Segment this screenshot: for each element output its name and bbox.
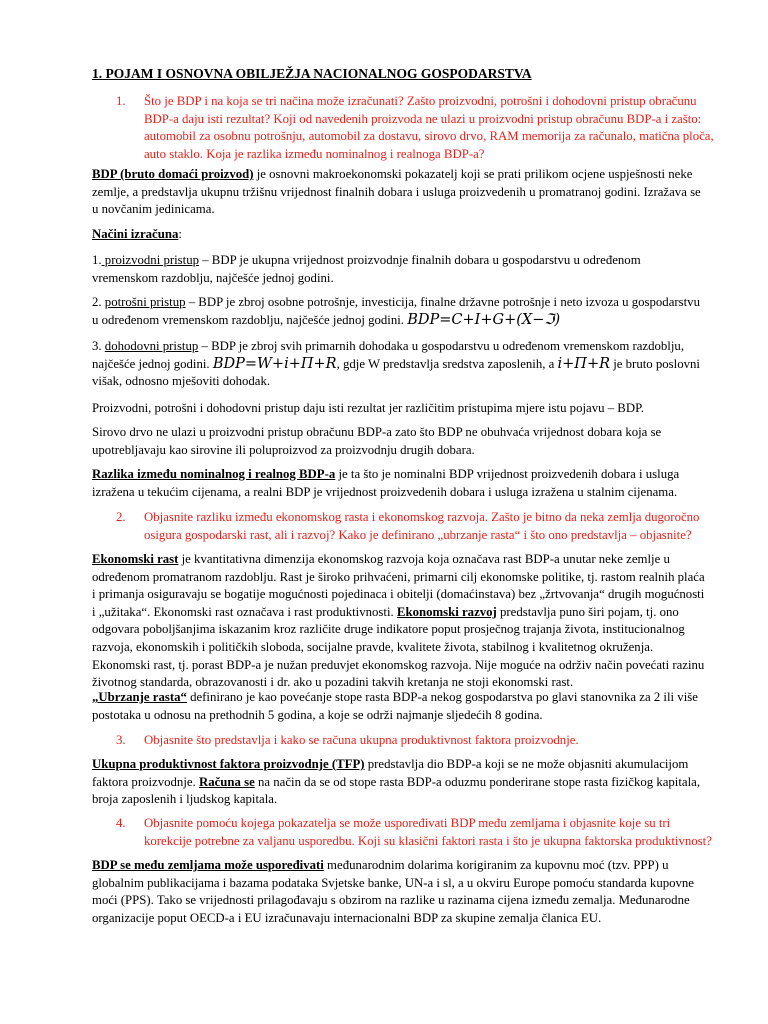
- term-economic-growth: Ekonomski rast: [92, 552, 179, 566]
- question-text: Što je BDP i na koja se tri načina može izračunati? Zašto proizvodni, potrošni i dohodovni pristup obračunu BDP-a daju isti rezultat? Koji od navedenih proizvoda ne ulazi u proizvodni pristup obračunu BDP-a i zašto: automobil za osobnu potrošnju, automobil za dostavu, sirovo drvo, RAM memorija za računalo, matična ploča, auto staklo. Koja je razlika između nominalnog i realnoga BDP-a?: [144, 94, 714, 161]
- method-consumption: 2. potrošni pristup – BDP je zbroj osobne potrošnje, investicija, finalne državne potrošnje i neto izvoza u gospodarstvu u određenom vremenskom razdoblju, najčešće jednoj godini. BDP=C+I+G+(X−ℑ): [92, 295, 700, 328]
- formula-expenditure: BDP=C+I+G+(X−ℑ): [407, 311, 561, 328]
- method-production: 1. proizvodni pristup – BDP je ukupna vrijednost proizvodnje finalnih dobara u gospodarstvu u određenom vremenskom razdoblju, najčešće jednoj godini.: [92, 253, 641, 285]
- term-bdp: BDP (bruto domaći proizvod): [92, 167, 254, 181]
- methods-title: Načini izračuna:: [92, 227, 182, 241]
- question-text: Objasnite razliku između ekonomskog rasta i ekonomskog razvoja. Zašto je bitno da neka zemlja dugoročno osigura gospodarski rast, ali i razvoj? Kako je definirano „ubrzanje rasta“ i što ono predstavlja – objasnite?: [144, 510, 700, 542]
- term-production: proizvodni pristup: [101, 253, 199, 267]
- formula-gross-surplus: i+Π+R: [557, 355, 611, 372]
- term-comparison: BDP se među zemljama može uspoređivati: [92, 858, 324, 872]
- question-number: 2.: [116, 510, 126, 524]
- term-nominal-real: Razlika između nominalnog i realnog BDP-a: [92, 467, 336, 481]
- question-number: 3.: [116, 733, 126, 747]
- raw-wood-paragraph: Sirovo drvo ne ulazi u proizvodni pristup obračunu BDP-a zato što BDP ne obuhvaća vrijednost dobara koja se upotrebljavaju kao sirovine ili poluproizvod za proizvodnju drugih dobara.: [92, 425, 662, 457]
- section-heading: 1. POJAM I OSNOVNA OBILJEŽJA NACIONALNOG GOSPODARSTVA: [92, 66, 532, 81]
- question-3: [116, 732, 736, 750]
- term-economic-development: Ekonomski razvoj: [396, 604, 497, 619]
- term-income: dohodovni pristup: [104, 339, 199, 353]
- question-number: 4.: [116, 816, 126, 830]
- comparison-paragraph: BDP se među zemljama može uspoređivati međunarodnim dolarima korigiranim za kupovnu moć (tzv. PPP) u globalnim publikacijama i bazama podataka Svjetske banke, UN-a i sl, a u okviru Europe pomoću standarda kupovne moći (PPS). Tako se vrijednosti prilagođavaju s obzirom na razlike u razinama cijena između zemalja. Međunarodne organizacije poput OECD-a i EU izračunavaju internacionalni BDP za skupine zemalja članica EU.: [92, 858, 694, 925]
- term-growth-acceleration: „Ubrzanje rasta“: [92, 690, 187, 704]
- question-1: [116, 93, 736, 165]
- question-text: Objasnite što predstavlja i kako se računa ukupna produktivnost faktora proizvodnje.: [144, 733, 579, 747]
- nominal-real-paragraph: Razlika između nominalnog i realnog BDP-a je ta što je nominalni BDP vrijednost proizvedenih dobara i usluga izražena u tekućim cijenama, a realni BDP je vrijednost proizvedenih dobara i usluga izražena u stalnim cijenama.: [92, 467, 680, 499]
- growth-paragraph: Ekonomski rast je kvantitativna dimenzija ekonomskog razvoja koja označava rast BDP-a unutar neke zemlje u određenom promatranom razdoblju. Rast je široko prihvaćeni, primarni cilj ekonomske politike, tj. rastom realnih plaća i primanja osiguravaju se bogatije mogućnosti pojedinaca i obitelji (domaćinstava) bez „žrtvovanja“ drugih mogućnosti i „užitaka“. Ekonomski rast označava i rast produktivnosti. Ekonomski razvoj predstavlja puno širi pojam, tj. ono odgovara poboljšanjima iskazanim kroz različite druge indikatore poput prosječnog trajanja života, institucionalnog razvoja, ekonomskih i političkih sloboda, socijalne pravde, kvalitete života, stabilnog i kvalitetnog okruženja. Ekonomski rast, tj. porast BDP-a je nužan preduvjet ekonomskog razvoja. Nije moguće na održiv način povećati razinu životnog standarda, obrazovanosti i dr. ako u pozadini takvih kretanja ne stoji ekonomski rast.: [92, 552, 705, 690]
- question-text: Objasnite pomoću kojega pokazatelja se može uspoređivati BDP među zemljama i objasnite koje su tri korekcije potrebne za valjanu usporedbu. Koji su klasični faktori rasta i što je ukupna faktorska produktivnost?: [144, 816, 712, 848]
- method-income: 3. dohodovni pristup – BDP je zbroj svih primarnih dohodaka u gospodarstvu u određenom vremenskom razdoblju, najčešće jednoj godini. BDP=W+i+Π+R, gdje W predstavlja sredstva zaposlenih, a i+Π+R je bruto poslovni višak, odnosno mješoviti dohodak.: [92, 339, 700, 389]
- term-calculated: Računa se: [198, 774, 255, 789]
- term-consumption: potrošni pristup: [104, 295, 186, 309]
- question-number: 1.: [116, 94, 126, 108]
- bdp-definition: BDP (bruto domaći proizvod) je osnovni makroekonomski pokazatelj koji se prati prilikom ocjene uspješnosti neke zemlje, a predstavlja ukupnu tržišnu vrijednost finalnih dobara i usluga proizvedenih u promatranoj godini. Izražava se u novčanim jedinicama.: [92, 167, 701, 217]
- growth-acceleration-paragraph: „Ubrzanje rasta“ definirano je kao povećanje stope rasta BDP-a nekog gospodarstva po glavi stanovnika za 2 ili više postotaka u odnosu na prethodnih 5 godina, a koje se održi najmanje sljedećih 8 godina.: [92, 690, 698, 722]
- tfp-paragraph: Ukupna produktivnost faktora proizvodnje (TFP) predstavlja dio BDP-a koji se ne može objasniti akumulacijom faktora proizvodnje. Računa se na način da se od stope rasta BDP-a oduzmu ponderirane stope rasta fizičkog kapitala, broja zaposlenih i ljudskog kapitala.: [92, 757, 701, 807]
- formula-income: BDP=W+i+Π+R: [212, 355, 337, 372]
- same-result-paragraph: Proizvodni, potrošni i dohodovni pristup daju isti rezultat jer različitim pristupima mjere istu pojavu – BDP.: [92, 401, 644, 415]
- question-4: [116, 815, 736, 851]
- term-tfp: Ukupna produktivnost faktora proizvodnje (TFP): [92, 757, 365, 771]
- question-2: [116, 509, 736, 545]
